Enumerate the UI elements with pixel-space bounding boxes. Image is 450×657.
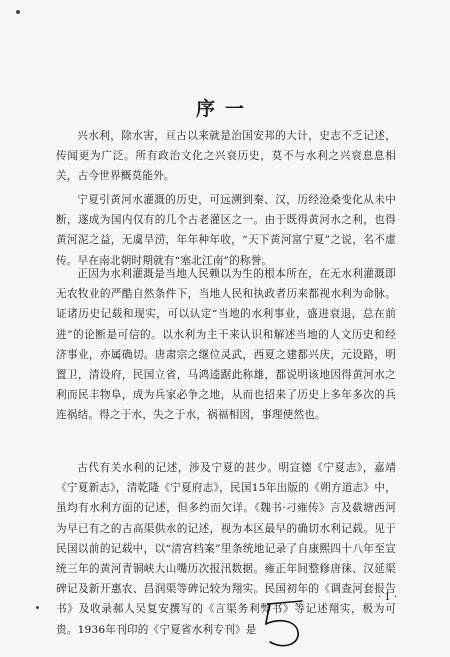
paragraph-2: 宁夏引黄河水灌溉的历史，可远溯到秦、汉，历经沧桑变化从未中断，遂成为国内仅有的几个古老灌区之一。由于既得黄河水之利，也得黄河泥之益，无虞旱涝，年年种年收，“天下黄河富宁夏”之说，名不虚传。早在南北朝时期就有“塞北江南”的称誉。 — [56, 194, 396, 267]
handwritten-signature — [256, 596, 316, 654]
page-title: 序一 — [195, 98, 254, 120]
paragraph-3: 正因为水利灌溉是当地人民赖以为生的根本所在，在无水利灌溉即无农牧业的严酷自然条件下，当地人民和执政者历来都视水利为命脉。证诸历史记载和现实，可以认定“当地的水利事业，盛进衰退，总在前进”的论断是可信的。以水利为主干来认识和解述当地的人文历史和经济事业，亦属确切。唐肃宗之继位灵武，西夏之建都兴庆，元设路，明置卫，清设府，民国立省，马鸿逵踞此称雄，都说明该地因得黄河水之利而民丰物阜，成为兵家必争之地，从而也招来了历史上多年多次的兵连祸结。得之于水，失之于水，祸福相因，事理使然也。 — [56, 268, 396, 422]
page-number: · 1 · — [378, 592, 398, 603]
paragraph-1: 兴水利，除水害，亘古以来就是治国安邦的大计，史志不乏记述，传闻更为广泛。所有政治文化之兴衰历史，莫不与水利之兴衰息息相关，古今世界概莫能外。 — [56, 130, 396, 183]
scan-speck — [36, 606, 39, 609]
scan-speck — [16, 10, 20, 14]
paragraph-4: 古代有关水利的记述，涉及宁夏的甚少。明宣德《宁夏志》，嘉靖《宁夏新志》，清乾隆《宁夏府志》，民国15年出版的《朔方道志》中，虽均有水利方面的记述，但多约而欠详。《魏书·刁雍传》言及截塘西河为早已有之的古高渠供水的记述，视为本区最早的确切水利记载。见于民国以前的记载中，以“清宫档案”里条统地记录了自康熙四十八年至宣统三年的黄河青铜峡大山嘴历次报汛数据。雍正年间整修唐徕、汉延渠碑记及新开惠农、昌润渠等碑记较为翔实。民国初年的《调查河套报告书》及收录郝人吴复安撰写的《言渠务利弊书》等记述翔实，极为可贵。1936年刊印的《宁夏省水利专刊》是 — [56, 462, 396, 636]
